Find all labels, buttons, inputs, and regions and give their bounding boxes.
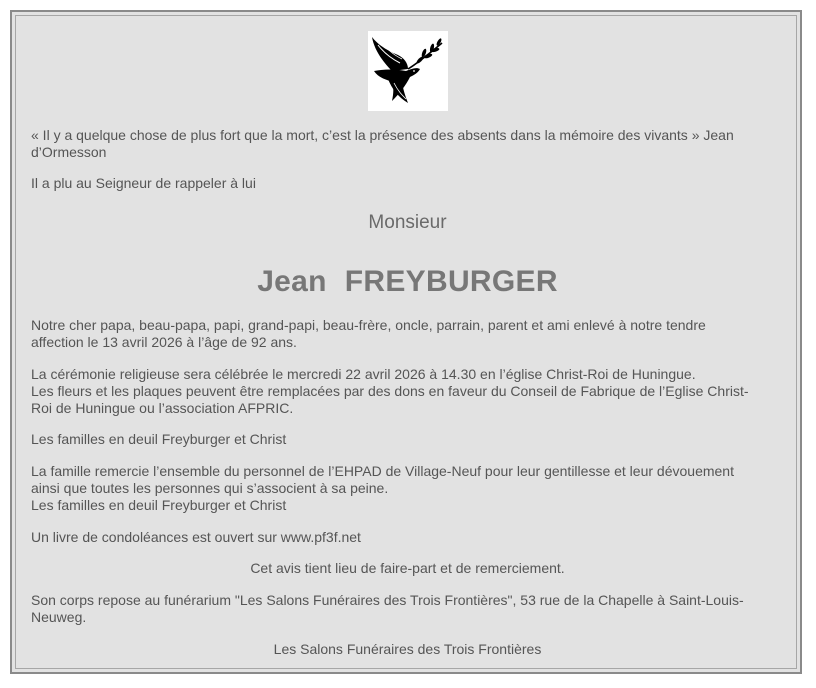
intro-text: Il a plu au Seigneur de rappeler à lui [31,175,256,191]
flowers-line-2: Roi de Huningue ou l’association AFPRIC. [31,400,294,416]
rest-location-line-2: Neuweg. [31,609,87,625]
description-line-1: Notre cher papa, beau-papa, papi, grand-papi, beau-frère, oncle, parrain, parent et ami enlevé à notre tendre [31,317,706,333]
funeral-home-signature: Les Salons Funéraires des Trois Frontières [273,641,542,657]
condolences-text: Un livre de condoléances est ouvert sur www.pf3f.net [31,529,361,545]
ceremony-text: La cérémonie religieuse sera célébrée le mercredi 22 avril 2026 à 14.30 en l’église Christ-Roi de Huningue. [31,366,696,382]
deceased-first-name: Jean [257,265,327,298]
description-line-2: affection le 13 avril 2026 à l’âge de 92 ans. [31,334,297,350]
notice-statement: Cet avis tient lieu de faire-part et de remerciement. [250,560,565,576]
flowers-line-1: Les fleurs et les plaques peuvent être remplacées par des dons en faveur du Conseil de Fabrique de l’Eglise Christ- [31,383,749,399]
thanks-line-1: La famille remercie l’ensemble du personnel de l’EHPAD de Village-Neuf pour leur gentillesse et leur dévouement [31,463,734,479]
dove-image [368,31,448,111]
deceased-title: Monsieur [368,212,447,233]
deceased-name [31,265,784,299]
deceased-last-name: FREYBURGER [344,265,558,298]
families-text-1: Les familles en deuil Freyburger et Christ [31,431,287,447]
quote-line-2: d’Ormesson [31,144,107,160]
families-text-2: Les familles en deuil Freyburger et Christ [31,497,287,513]
rest-location-line-1: Son corps repose au funérarium "Les Salons Funéraires des Trois Frontières", 53 rue de la Chapelle à Saint-Louis- [31,592,744,608]
thanks-line-2: ainsi que toutes les personnes qui s’associent à sa peine. [31,480,389,496]
dove-icon [368,31,448,111]
quote-line-1: « Il y a quelque chose de plus fort que la mort, c’est la présence des absents dans la mémoire des vivants » Jean [31,127,734,143]
